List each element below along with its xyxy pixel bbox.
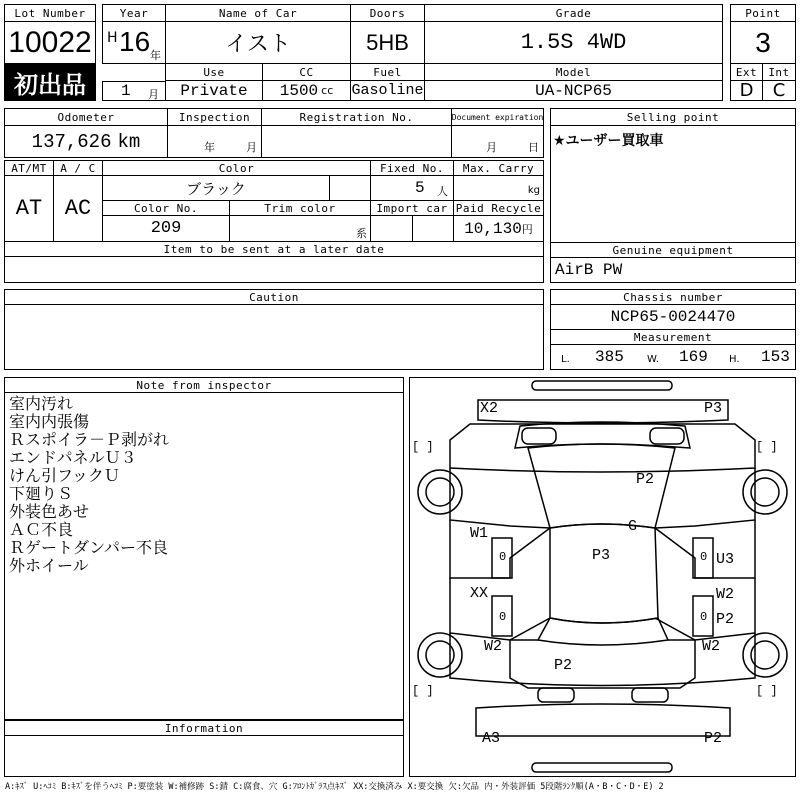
paid-recycle-value-box bbox=[453, 215, 544, 242]
at-mt-value: AT bbox=[4, 175, 54, 242]
int-value: C bbox=[762, 80, 796, 101]
inspector-note-item: 下廻りＳ bbox=[9, 484, 74, 503]
max-carry-header: Max. Carry bbox=[453, 160, 544, 176]
inspector-note-item: 外装色あせ bbox=[9, 502, 90, 521]
odometer-value-box bbox=[4, 125, 168, 158]
measurement-h-label: H. bbox=[729, 354, 740, 365]
odometer-value: 137,626 bbox=[31, 130, 112, 153]
measurement-header: Measurement bbox=[550, 329, 796, 345]
damage-left-rear-fender: W2 bbox=[484, 638, 503, 655]
damage-right-front-door-2: W2 bbox=[716, 586, 735, 603]
damage-rear-right: P2 bbox=[704, 730, 723, 747]
month-unit: 月 bbox=[148, 88, 159, 101]
model-value: UA-NCP65 bbox=[424, 80, 723, 101]
bracket-top-left: [ ] bbox=[412, 440, 434, 454]
measurement-h-value: 153 bbox=[761, 348, 790, 366]
month-value: 1 bbox=[121, 82, 131, 100]
month-value-box bbox=[102, 81, 166, 101]
color-header: Color bbox=[102, 160, 371, 176]
registration-header: Registration No. bbox=[261, 108, 452, 126]
damage-hood: P2 bbox=[636, 471, 655, 488]
fuel-header: Fuel bbox=[350, 63, 425, 81]
year-header: Year bbox=[102, 4, 166, 22]
later-date-header: Item to be sent at a later date bbox=[4, 241, 544, 257]
paid-recycle-value: 10,130 bbox=[464, 219, 522, 238]
fixed-no-header: Fixed No. bbox=[370, 160, 454, 176]
damage-front-left: X2 bbox=[480, 400, 499, 417]
ac-header: A / C bbox=[53, 160, 103, 176]
odometer-header: Odometer bbox=[4, 108, 168, 126]
caution-box bbox=[4, 304, 544, 370]
car-name-header: Name of Car bbox=[165, 4, 351, 22]
note-header: Note from inspector bbox=[4, 377, 404, 393]
measurement-w-value: 169 bbox=[679, 348, 708, 366]
information-header: Information bbox=[4, 720, 404, 736]
car-name-value: イスト bbox=[165, 21, 351, 64]
chassis-number-value: NCP65-0024470 bbox=[550, 304, 796, 330]
damage-right-rear-door: P2 bbox=[716, 611, 735, 628]
cc-unit: cc bbox=[321, 84, 334, 97]
measurement-l-value: 385 bbox=[595, 348, 624, 366]
import-car-header: Import car bbox=[370, 200, 454, 216]
year-unit: 年 bbox=[150, 49, 161, 62]
zero-left-front: 0 bbox=[499, 550, 507, 564]
zero-right-front: 0 bbox=[700, 550, 708, 564]
trim-color-unit: 系 bbox=[356, 227, 367, 240]
grade-value: 1.5S 4WD bbox=[424, 21, 723, 64]
bracket-bottom-left: [ ] bbox=[412, 684, 434, 698]
chassis-number-header: Chassis number bbox=[550, 289, 796, 305]
damage-right-rear-fender: W2 bbox=[702, 638, 721, 655]
cc-header: CC bbox=[262, 63, 351, 81]
cc-value-box bbox=[262, 80, 351, 101]
at-mt-header: AT/MT bbox=[4, 160, 54, 176]
fixed-no-unit: 人 bbox=[437, 185, 448, 198]
damage-right-front-door: U3 bbox=[716, 551, 735, 568]
genuine-equipment-box bbox=[550, 257, 796, 283]
damage-trunk: P2 bbox=[554, 657, 573, 674]
max-carry-unit: kg bbox=[527, 185, 540, 196]
inspector-note-item: けん引フックＵ bbox=[9, 466, 120, 485]
ext-value: D bbox=[730, 80, 763, 101]
information-box bbox=[4, 735, 404, 777]
point-header: Point bbox=[730, 4, 796, 22]
inspector-note-item: Ｒゲートダンパー不良 bbox=[9, 538, 169, 557]
color-no-header: Color No. bbox=[102, 200, 230, 216]
inspector-notes-list bbox=[9, 395, 169, 575]
first-listing-badge: 初出品 bbox=[4, 63, 96, 101]
int-header: Int bbox=[762, 63, 796, 81]
point-value: 3 bbox=[730, 21, 796, 64]
inspector-note-item: エンドパネルＵ３ bbox=[9, 448, 137, 467]
trim-color-value-box bbox=[229, 215, 371, 242]
genuine-equipment-value: AirB PW bbox=[555, 261, 623, 279]
model-header: Model bbox=[424, 63, 723, 81]
damage-rear-left: A3 bbox=[482, 730, 501, 747]
paid-recycle-header: Paid Recycle bbox=[453, 200, 544, 216]
color-no-value: 209 bbox=[102, 215, 230, 242]
bracket-top-right: [ ] bbox=[756, 440, 778, 454]
selling-point-value: ★ユーザー買取車 bbox=[553, 133, 664, 149]
color-value: ブラック bbox=[102, 175, 330, 201]
document-expiration-value-box bbox=[451, 125, 544, 158]
use-value: Private bbox=[165, 80, 263, 101]
genuine-equipment-header: Genuine equipment bbox=[550, 242, 796, 258]
measurement-w-label: W. bbox=[647, 354, 659, 365]
year-value: 16 bbox=[119, 26, 151, 57]
paid-recycle-unit: 円 bbox=[521, 222, 533, 236]
damage-left-rear-door: XX bbox=[470, 585, 489, 602]
import-car-value-b bbox=[412, 215, 454, 242]
caution-header: Caution bbox=[4, 289, 544, 305]
grade-header: Grade bbox=[424, 4, 723, 22]
inspector-note-item: ＡＣ不良 bbox=[9, 520, 74, 539]
later-date-box bbox=[4, 256, 544, 283]
inspection-year-unit: 年 bbox=[204, 141, 215, 154]
odometer-unit: km bbox=[117, 130, 141, 153]
zero-left-rear: 0 bbox=[499, 610, 507, 624]
damage-legend: A:ｷｽﾞ U:ﾍｺﾐ B:ｷｽﾞを伴うﾍｺﾐ P:要塗装 W:補修跡 S:錆 C:腐食、穴 G:ﾌﾛﾝﾄｶﾞﾗｽ点ｷｽﾞ XX:交換済み X:要交換 欠:欠品 内・外装評価 5段階ﾗﾝｸ順(A・B・C・D・E) 2 bbox=[5, 782, 664, 792]
doc-exp-day-unit: 日 bbox=[528, 141, 539, 154]
inspector-note-item: 室内内張傷 bbox=[9, 412, 90, 431]
ext-header: Ext bbox=[730, 63, 763, 81]
use-header: Use bbox=[165, 63, 263, 81]
damage-roof: P3 bbox=[592, 547, 611, 564]
registration-value bbox=[261, 125, 452, 158]
zero-right-rear: 0 bbox=[700, 610, 708, 624]
fixed-no-value: 5 bbox=[415, 179, 425, 197]
ac-value: AC bbox=[53, 175, 103, 242]
fixed-no-value-box bbox=[370, 175, 454, 201]
doc-exp-month-unit: 月 bbox=[486, 141, 497, 154]
selling-point-header: Selling point bbox=[550, 108, 796, 126]
lot-number-header: Lot Number bbox=[4, 4, 96, 22]
cc-value: 1500 bbox=[279, 81, 319, 100]
inspector-note-item: 外ホイール bbox=[9, 556, 89, 575]
doors-header: Doors bbox=[350, 4, 425, 22]
document-expiration-header: Document expiration bbox=[451, 108, 544, 126]
damage-left-front-door: W1 bbox=[470, 525, 489, 542]
damage-windshield: G bbox=[628, 518, 638, 535]
inspector-note-item: Ｒスポイラ－Ｐ剥がれ bbox=[9, 430, 170, 449]
car-diagram bbox=[409, 377, 796, 777]
lot-number-value: 10022 bbox=[4, 21, 96, 64]
year-value-box bbox=[102, 21, 166, 64]
note-box bbox=[4, 392, 404, 720]
max-carry-value-box bbox=[453, 175, 544, 201]
inspector-note-item: 室内汚れ bbox=[9, 394, 74, 413]
inspection-month-unit: 月 bbox=[246, 141, 257, 154]
color-extra bbox=[329, 175, 371, 201]
trim-color-header: Trim color bbox=[229, 200, 371, 216]
bracket-bottom-right: [ ] bbox=[756, 684, 778, 698]
inspection-value-box bbox=[167, 125, 262, 158]
inspection-header: Inspection bbox=[167, 108, 262, 126]
import-car-value-a bbox=[370, 215, 413, 242]
selling-point-box bbox=[550, 125, 796, 243]
measurement-l-label: L. bbox=[561, 354, 570, 365]
year-era: H bbox=[107, 30, 118, 46]
measurement-box bbox=[550, 344, 796, 370]
damage-front-right: P3 bbox=[704, 400, 723, 417]
fuel-value: Gasoline bbox=[351, 82, 424, 99]
car-outline bbox=[410, 378, 795, 776]
doors-value: 5HB bbox=[350, 21, 425, 64]
